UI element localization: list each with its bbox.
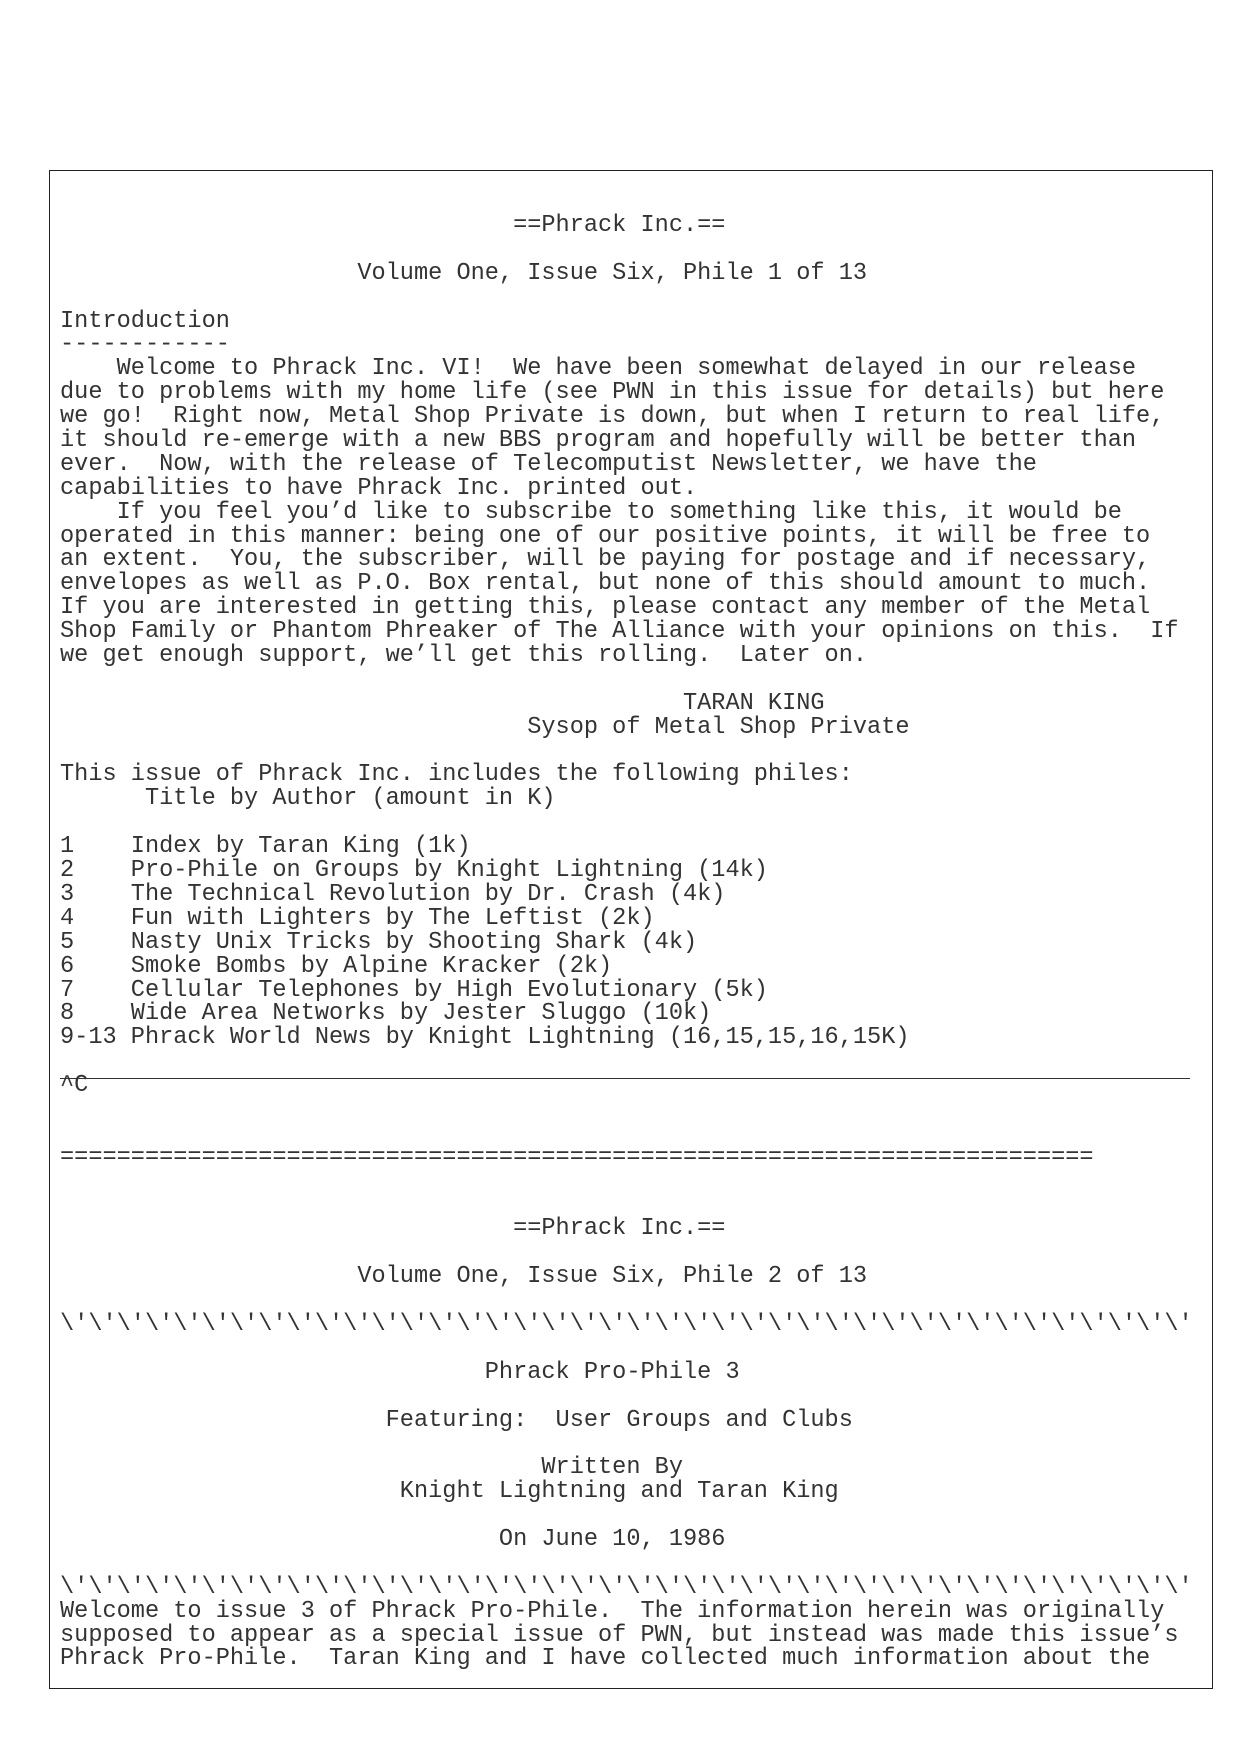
text-line: ^C bbox=[60, 1072, 89, 1100]
document-text bbox=[60, 214, 1200, 1671]
text-line: Shop Family or Phantom Phreaker of The Alliance with your opinions on this. If bbox=[60, 618, 1179, 646]
text-line: Written By bbox=[60, 1454, 683, 1482]
text-line: capabilities to have Phrack Inc. printed out. bbox=[60, 474, 698, 502]
text-line: \'\'\'\'\'\'\'\'\'\'\'\'\'\'\'\'\'\'\'\'\'\'\'\'\'\'\'\'\'\'\'\'\'\'\'\'\'\'\'\' bbox=[60, 1573, 1193, 1601]
text-line bbox=[60, 286, 1200, 310]
text-line: operated in this manner: being one of our positive points, it will be free to bbox=[60, 522, 1151, 550]
text-line: ========================================================================= bbox=[60, 1143, 1094, 1171]
text-line: \'\'\'\'\'\'\'\'\'\'\'\'\'\'\'\'\'\'\'\'\'\'\'\'\'\'\'\'\'\'\'\'\'\'\'\'\'\'\'\' bbox=[60, 1310, 1193, 1338]
text-line: Phrack Pro-Phile 3 bbox=[60, 1358, 740, 1386]
text-line: Featuring: User Groups and Clubs bbox=[60, 1406, 853, 1434]
text-line: ------------ bbox=[60, 331, 230, 359]
text-line bbox=[60, 811, 1200, 835]
text-line bbox=[60, 1337, 1200, 1361]
text-line: ==Phrack Inc.== bbox=[60, 212, 726, 239]
text-line: Volume One, Issue Six, Phile 1 of 13 bbox=[60, 259, 868, 287]
text-line bbox=[60, 1289, 1200, 1313]
text-line bbox=[60, 1122, 1200, 1146]
text-line: If you feel you’d like to subscribe to something like this, it would be bbox=[60, 498, 1122, 526]
text-line: 3 The Technical Revolution by Dr. Crash (4k) bbox=[60, 880, 726, 908]
text-line: 5 Nasty Unix Tricks by Shooting Shark (4k) bbox=[60, 928, 698, 956]
text-line: Phrack Pro-Phile. Taran King and I have collected much information about the bbox=[60, 1645, 1151, 1673]
text-line: 6 Smoke Bombs by Alpine Kracker (2k) bbox=[60, 952, 613, 980]
text-line: 7 Cellular Telephones by High Evolutionary (5k) bbox=[60, 976, 768, 1004]
text-line: Welcome to Phrack Inc. VI! We have been somewhat delayed in our release bbox=[60, 355, 1137, 383]
text-line: an extent. You, the subscriber, will be paying for postage and if necessary, bbox=[60, 546, 1151, 574]
text-line bbox=[60, 238, 1200, 262]
text-line bbox=[60, 1432, 1200, 1456]
text-line bbox=[60, 1098, 1200, 1122]
text-line: 2 Pro-Phile on Groups by Knight Lightning (14k) bbox=[60, 857, 768, 885]
text-line: Welcome to issue 3 of Phrack Pro-Phile. The information herein was originally bbox=[60, 1597, 1165, 1625]
text-line: Knight Lightning and Taran King bbox=[60, 1478, 839, 1506]
text-line bbox=[60, 668, 1200, 692]
text-line bbox=[60, 1504, 1200, 1528]
text-line: ever. Now, with the release of Telecomputist Newsletter, we have the bbox=[60, 450, 1037, 478]
text-line: due to problems with my home life (see PWN in this issue for details) but here bbox=[60, 379, 1165, 407]
text-line: 8 Wide Area Networks by Jester Sluggo (10k) bbox=[60, 1000, 712, 1028]
text-line: TARAN KING bbox=[60, 689, 825, 717]
text-line: envelopes as well as P.O. Box rental, but none of this should amount to much. bbox=[60, 570, 1151, 598]
text-line bbox=[60, 1385, 1200, 1409]
text-line: Sysop of Metal Shop Private bbox=[60, 713, 910, 741]
text-line: we go! Right now, Metal Shop Private is down, but when I return to real life, bbox=[60, 403, 1165, 431]
text-line: ==Phrack Inc.== bbox=[60, 1215, 726, 1243]
text-line: 9-13 Phrack World News by Knight Lightning (16,15,15,16,15K) bbox=[60, 1024, 910, 1052]
text-line: supposed to appear as a special issue of PWN, but instead was made this issue’s bbox=[60, 1621, 1179, 1649]
text-line: 1 Index by Taran King (1k) bbox=[60, 833, 471, 861]
text-line: we get enough support, we’ll get this rolling. Later on. bbox=[60, 642, 868, 670]
text-line: Introduction bbox=[60, 307, 230, 335]
text-line: 4 Fun with Lighters by The Leftist (2k) bbox=[60, 904, 655, 932]
text-line bbox=[60, 1552, 1200, 1576]
text-line: On June 10, 1986 bbox=[60, 1525, 726, 1553]
text-line: it should re-emerge with a new BBS program and hopefully will be better than bbox=[60, 427, 1137, 455]
text-line bbox=[60, 1170, 1200, 1194]
text-line bbox=[60, 1241, 1200, 1265]
text-line: Title by Author (amount in K) bbox=[60, 785, 556, 813]
text-line bbox=[60, 1194, 1200, 1218]
text-line bbox=[60, 740, 1200, 764]
text-line: This issue of Phrack Inc. includes the following philes: bbox=[60, 761, 853, 789]
text-line: If you are interested in getting this, please contact any member of the Metal bbox=[60, 594, 1151, 622]
text-line: Volume One, Issue Six, Phile 2 of 13 bbox=[60, 1263, 868, 1291]
text-line bbox=[60, 1050, 1200, 1074]
